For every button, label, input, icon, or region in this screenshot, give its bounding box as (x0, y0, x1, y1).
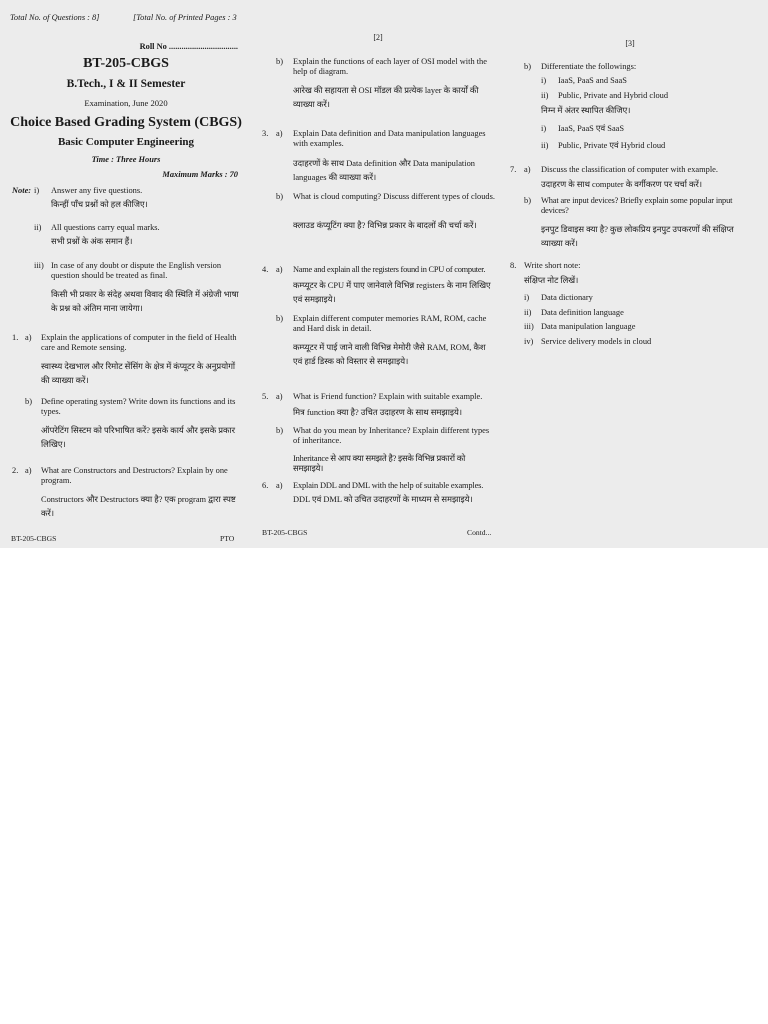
question-hindi: कम्प्यूटर में पाई जाने वाली विभिन्न मेमोरी जैसे RAM, ROM, कैश एवं हार्ड डिस्क को विस्तार से समझाइये। (293, 343, 486, 366)
list-item: Data manipulation language (541, 322, 636, 331)
note-number: i) (34, 186, 40, 195)
question-part-label: b) (276, 426, 283, 435)
question-hindi: मित्र function क्या है? उचित उदाहरण के साथ समझाइये। (293, 408, 463, 417)
question-number: 1. (12, 333, 19, 342)
sub-item-text: Public, Private एवं Hybrid cloud (558, 141, 666, 150)
sub-item-text: IaaS, PaaS and SaaS (558, 76, 627, 85)
question-english: Explain the applications of computer in the field of Health care and Remote sensing. (41, 333, 237, 353)
sub-item-number: i) (541, 124, 547, 133)
total-pages: [Total No. of Printed Pages : 3 (133, 13, 237, 22)
question-english: Differentiate the followings: (541, 62, 637, 71)
question-hindi: उदाहरणों के साथ Data definition और Data manipulation languages की व्याख्या करें। (293, 159, 475, 182)
question-hindi: स्वास्थ्य देखभाल और रिमोट सेंसिंग के क्षेत्र में कंप्यूटर के अनुप्रयोगों की व्याख्या करें। (41, 362, 236, 385)
question-hindi: इनपुट डिवाइस क्या है? कुछ लोकप्रिय इनपुट उपकरणों की संक्षिप्त व्याख्या करें। (541, 225, 734, 248)
sub-item-number: i) (541, 76, 547, 85)
question-part-label: b) (524, 196, 531, 205)
note-label: Note: (12, 186, 32, 195)
exam-page-1 (0, 0, 252, 548)
list-item-number: iii) (524, 322, 534, 331)
page-number: [2] (373, 33, 383, 42)
question-english: Explain DDL and DML with the help of suitable examples. (293, 481, 484, 490)
course-name: B.Tech., I & II Semester (66, 78, 186, 90)
question-hindi: Constructors और Destructors क्या है? एक program द्वारा स्पष्ट करें। (41, 495, 236, 518)
question-part-label: b) (276, 57, 283, 66)
question-hindi: ऑपरेटिंग सिस्टम को परिभाषित करें? इसके कार्य और इसके प्रकार लिखिए। (41, 426, 236, 449)
list-item: Data definition language (541, 308, 624, 317)
question-number: 6. (262, 481, 269, 490)
total-questions: Total No. of Questions : 8] (10, 13, 100, 22)
exam-page-2 (252, 0, 504, 548)
question-hindi: आरेख की सहायता से OSI मॉडल की प्रत्येक layer के कार्यों की व्याख्या करें। (293, 86, 479, 109)
list-item-number: i) (524, 293, 530, 302)
question-hindi: Inheritance से आप क्या समझते है? इसके विभिन्न प्रकारों को समझाइये। (293, 454, 466, 474)
subject-name: Basic Computer Engineering (57, 136, 195, 148)
question-part-label: b) (524, 62, 531, 71)
question-english: Define operating system? Write down its functions and its types. (41, 397, 236, 417)
question-english: Explain Data definition and Data manipulation languages with examples. (293, 129, 486, 149)
question-english: Explain different computer memories RAM, ROM, cache and Hard disk in detail. (293, 314, 487, 334)
question-part-label: a) (25, 466, 32, 475)
note-number: iii) (34, 261, 44, 270)
question-english: What are Constructors and Destructors? Explain by one program. (41, 466, 228, 486)
question-english: What are input devices? Briefly explain some popular input devices? (541, 196, 733, 216)
question-english: Discuss the classification of computer with example. (541, 165, 718, 174)
page-footer-contd: Contd... (467, 528, 492, 537)
note-hindi: किन्हीं पाँच प्रश्नों को हल कीजिए। (51, 200, 148, 209)
question-part-label: b) (276, 192, 283, 201)
question-hindi: उदाहरण के साथ computer के वर्गीकरण पर चर्चा करें। (541, 180, 703, 189)
question-part-label: a) (25, 333, 32, 342)
question-part-label: b) (276, 314, 283, 323)
question-part-label: a) (276, 129, 283, 138)
list-item-number: ii) (524, 308, 532, 317)
sub-item-number: ii) (541, 91, 549, 100)
sub-item-text: Public, Private and Hybrid cloud (558, 91, 669, 100)
page-number: [3] (625, 39, 635, 48)
sub-item-number: ii) (541, 141, 549, 150)
question-number: 7. (510, 165, 517, 174)
note-hindi: सभी प्रश्नों के अंक समान हैं। (51, 237, 133, 246)
question-hindi: संक्षिप्त नोट लिखें। (524, 276, 579, 285)
list-item-number: iv) (524, 337, 534, 346)
note-english: All questions carry equal marks. (51, 223, 160, 232)
question-hindi: DDL एवं DML को उचित उदाहरणों के माध्यम से समझाइये। (293, 495, 473, 504)
note-hindi: किसी भी प्रकार के संदेह अथवा विवाद की स्थिति में अंग्रेजी भाषा के प्रश्न को अंतिम माना जायेगा। (51, 290, 239, 313)
list-item: Data dictionary (541, 293, 593, 302)
question-english: Write short note: (524, 261, 581, 270)
question-number: 4. (262, 265, 269, 274)
exam-session: Examination, June 2020 (84, 98, 168, 108)
question-english: What is Friend function? Explain with suitable example. (293, 392, 483, 401)
question-hindi: क्लाउड कंप्यूटिंग क्या है? विभिन्न प्रकार के बादलों की चर्चा करें। (293, 221, 477, 230)
question-part-label: a) (276, 481, 283, 490)
note-number: ii) (34, 223, 42, 232)
question-number: 8. (510, 261, 517, 270)
grading-system: Choice Based Grading System (CBGS) (10, 115, 242, 130)
list-item: Service delivery models in cloud (541, 337, 652, 346)
sub-item-text: IaaS, PaaS एवं SaaS (558, 124, 625, 133)
exam-page-3 (504, 0, 768, 548)
question-english: What do you mean by Inheritance? Explain different types of inheritance. (293, 426, 490, 446)
question-part-label: a) (524, 165, 531, 174)
question-english: Explain the functions of each layer of OSI model with the help of diagram. (293, 57, 487, 77)
page-footer-pto: PTO (220, 534, 235, 543)
question-hindi: निम्न में अंतर स्थापित कीजिए। (541, 106, 631, 115)
page-footer-code: BT-205-CBGS (11, 534, 57, 543)
question-hindi: कम्प्यूटर के CPU में पाए जानेवाले विभिन्न registers के नाम लिखिए एवं समझाइये। (293, 281, 491, 304)
max-marks: Maximum Marks : 70 (162, 170, 238, 179)
page-footer-code: BT-205-CBGS (262, 528, 308, 537)
paper-code: BT-205-CBGS (83, 56, 169, 71)
note-english: Answer any five questions. (51, 186, 143, 195)
question-part-label: a) (276, 392, 283, 401)
question-part-label: a) (276, 265, 283, 274)
question-part-label: b) (25, 397, 32, 406)
question-english: What is cloud computing? Discuss different types of clouds. (293, 192, 495, 201)
roll-no: Roll No ................................. (139, 42, 238, 51)
question-number: 3. (262, 129, 269, 138)
note-english: In case of any doubt or dispute the English version question should be treated as final. (51, 261, 222, 281)
question-number: 2. (12, 466, 19, 475)
question-english: Name and explain all the registers found in CPU of computer. (293, 265, 486, 274)
exam-time: Time : Three Hours (91, 155, 161, 164)
question-number: 5. (262, 392, 269, 401)
